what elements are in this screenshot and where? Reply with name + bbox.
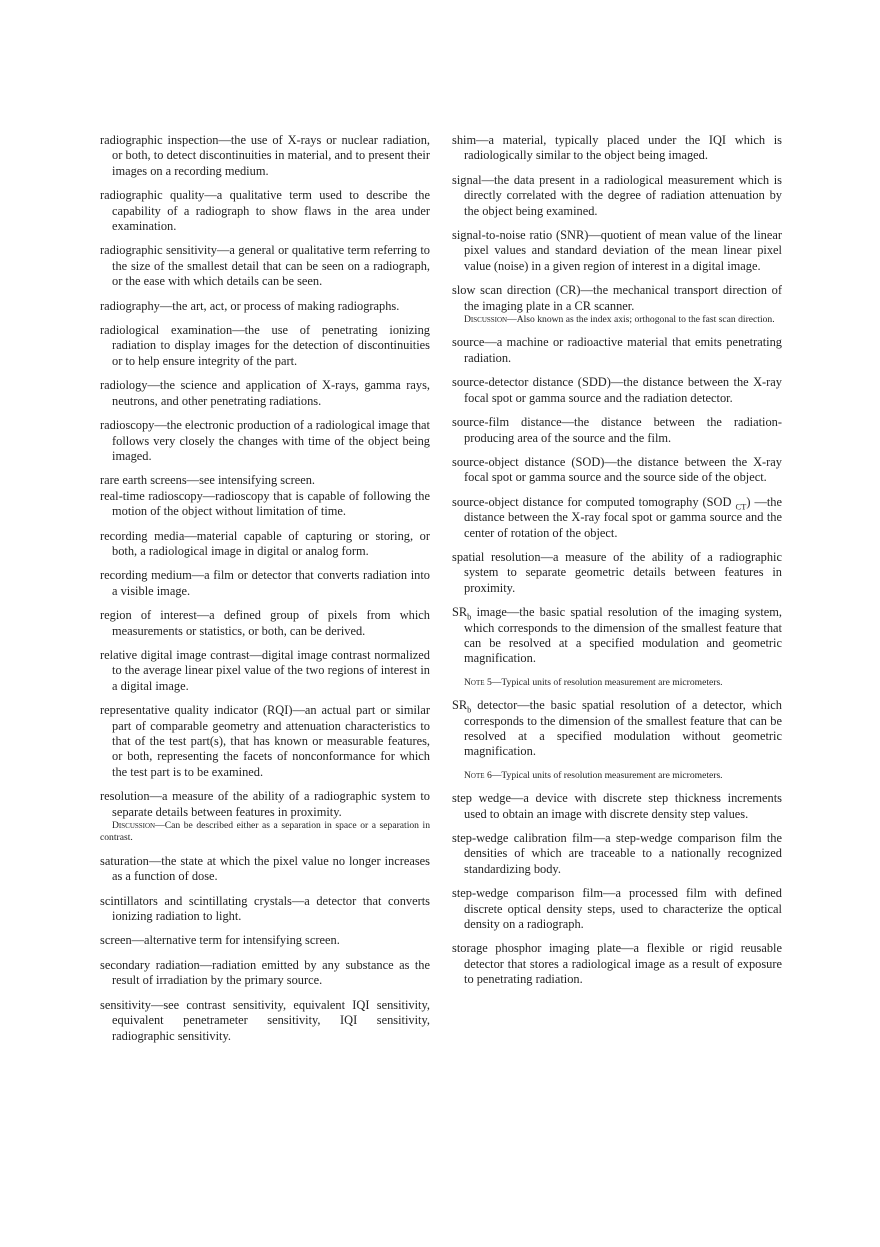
entry-relative-digital-image-contrast: relative digital image contrast—digital image contrast normalized to the average linear pixel value of the two regions of interest in a digital image. — [100, 647, 430, 693]
entry-source-film-distance: source-film distance—the distance between the radiation-producing area of the source and the film. — [452, 415, 782, 445]
entry-srb-detector — [452, 698, 782, 760]
entry-term-start: SR — [452, 698, 468, 713]
discussion-resolution — [100, 820, 430, 845]
right-column — [452, 133, 782, 997]
entry-real-time-radioscopy: real-time radioscopy—radioscopy that is capable of following the motion of the object without limitation of time. — [100, 488, 430, 519]
entry-region-of-interest: region of interest—a defined group of pixels from which measurements or statistics, or both, can be derived. — [100, 608, 430, 638]
entry-resolution: resolution—a measure of the ability of a radiographic system to separate details between features in proximity. — [100, 789, 430, 819]
subscript-ct: CT — [735, 501, 747, 512]
entry-source: source—a machine or radioactive material that emits penetrating radiation. — [452, 335, 782, 365]
entry-scintillators: scintillators and scintillating crystals—a detector that converts ionizing radiation to light. — [100, 893, 430, 924]
entry-srb-image — [452, 605, 782, 667]
entry-definition: image—the basic spatial resolution of the imaging system, which corresponds to the dimension of the smallest feature that can be resolved at a specified modulation and geometric magnification. — [464, 605, 782, 666]
entry-radiological-examination: radiological examination—the use of penetrating ionizing radiation to display images for the detection of discontinuities or to help ensure integrity of the part. — [100, 323, 430, 368]
entry-radiography: radiography—the art, act, or process of making radiographs. — [100, 298, 400, 313]
entry-rare-earth-screens: rare earth screens—see intensifying screen. — [100, 473, 316, 488]
discussion-label: Discussion — [112, 820, 156, 832]
entry-spatial-resolution: spatial resolution—a measure of the ability of a radiographic system to separate geometric details between features in proximity. — [452, 549, 782, 595]
entry-definition: detector—the basic spatial resolution of a detector, which corresponds to the dimension of the smallest feature that can be resolved at a specified modulation without geometric magnification. — [464, 698, 782, 759]
entry-radioscopy: radioscopy—the electronic production of a radiological image that follows very closely the changes with time of the object being imaged. — [100, 418, 430, 463]
discussion-slow-scan — [452, 314, 782, 326]
entry-source-object-distance-ct — [452, 495, 782, 541]
note-5 — [452, 677, 782, 689]
discussion-label: Discussion — [464, 314, 508, 326]
entry-radiographic-inspection: radiographic inspection—the use of X-rays or nuclear radiation, or both, to detect discontinuities in material, and to present their images on a recording medium. — [100, 133, 430, 178]
entry-source-object-distance: source-object distance (SOD)—the distance between the X-ray focal spot or gamma source and the source side of the object. — [452, 454, 782, 485]
entry-signal-to-noise-ratio: signal-to-noise ratio (SNR)—quotient of mean value of the linear pixel values and standard deviation of the mean linear pixel value (noise) in a given region of interest in a digital image. — [452, 228, 782, 273]
entry-representative-quality-indicator: representative quality indicator (RQI)—an actual part or similar part of comparable geometry and attenuation characteristics to that of the test part(s), that has known or measurable features, or both, representing the facets of nonconformance for which the test part is to be examined. — [100, 703, 430, 779]
entry-shim: shim—a material, typically placed under the IQI which is radiologically similar to the object being imaged. — [452, 133, 782, 163]
entry-saturation: saturation—the state at which the pixel value no longer increases as a function of dose. — [100, 853, 430, 884]
entry-slow-scan-direction: slow scan direction (CR)—the mechanical transport direction of the imaging plate in a CR scanner. — [452, 283, 782, 313]
entry-recording-medium: recording medium—a film or detector that converts radiation into a visible image. — [100, 568, 430, 598]
entry-screen: screen—alternative term for intensifying screen. — [100, 933, 340, 948]
note-6 — [452, 770, 782, 782]
subscript-b: b — [467, 704, 472, 715]
entry-term-start: SR — [452, 605, 468, 620]
discussion-text: —Also known as the index axis; orthogonal to the fast scan direction. — [507, 314, 775, 326]
entry-radiographic-sensitivity: radiographic sensitivity—a general or qualitative term referring to the size of the smallest detail that can be seen on a radiograph, or the ease with which details can be seen. — [100, 243, 430, 289]
entry-secondary-radiation: secondary radiation—radiation emitted by any substance as the result of irradiation by the primary source. — [100, 957, 430, 988]
entry-radiographic-quality: radiographic quality—a qualitative term used to describe the capability of a radiograph to show flaws in the area under examination. — [100, 188, 430, 234]
left-column — [100, 133, 430, 1053]
entry-recording-media: recording media—material capable of capturing or storing, or both, a radiological image in digital or analog form. — [100, 528, 430, 558]
note-text: 6—Typical units of resolution measurement are micrometers. — [484, 769, 723, 781]
discussion-text: —Can be described either as a separation in space or a separation in contrast. — [100, 820, 430, 844]
entry-step-wedge-comparison-film: step-wedge comparison film—a processed film with defined discrete optical density steps, used to characterize the optical density on a radiograph. — [452, 886, 782, 932]
entry-definition: ) ––the distance between the X-ray focal spot or gamma source and the center of rotation of the object. — [464, 494, 782, 540]
entry-sensitivity: sensitivity—see contrast sensitivity, equivalent IQI sensitivity, equivalent penetrameter sensitivity, IQI sensitivity, radiographic sensitivity. — [100, 997, 430, 1043]
entry-term-start: source-object distance for computed tomography (SOD — [452, 494, 736, 509]
entry-storage-phosphor-imaging-plate: storage phosphor imaging plate—a flexible or rigid reusable detector that stores a radiological image as a result of exposure to penetrating radiation. — [452, 941, 782, 987]
note-label: Note — [464, 769, 485, 781]
entry-step-wedge-calibration-film: step-wedge calibration film—a step-wedge comparison film the densities of which are traceable to a nationally recognized standardizing body. — [452, 831, 782, 876]
note-label: Note — [464, 676, 485, 688]
entry-signal: signal—the data present in a radiological measurement which is directly correlated with the degree of radiation attenuation by the object being examined. — [452, 172, 782, 218]
subscript-b: b — [467, 611, 472, 622]
entry-step-wedge: step wedge—a device with discrete step thickness increments used to obtain an image with discrete density step values. — [452, 791, 782, 821]
note-text: 5—Typical units of resolution measurement are micrometers. — [484, 676, 723, 688]
entry-source-detector-distance: source-detector distance (SDD)—the distance between the X-ray focal spot or gamma source and the radiation detector. — [452, 375, 782, 405]
entry-radiology: radiology—the science and application of X-rays, gamma rays, neutrons, and other penetrating radiations. — [100, 378, 430, 408]
